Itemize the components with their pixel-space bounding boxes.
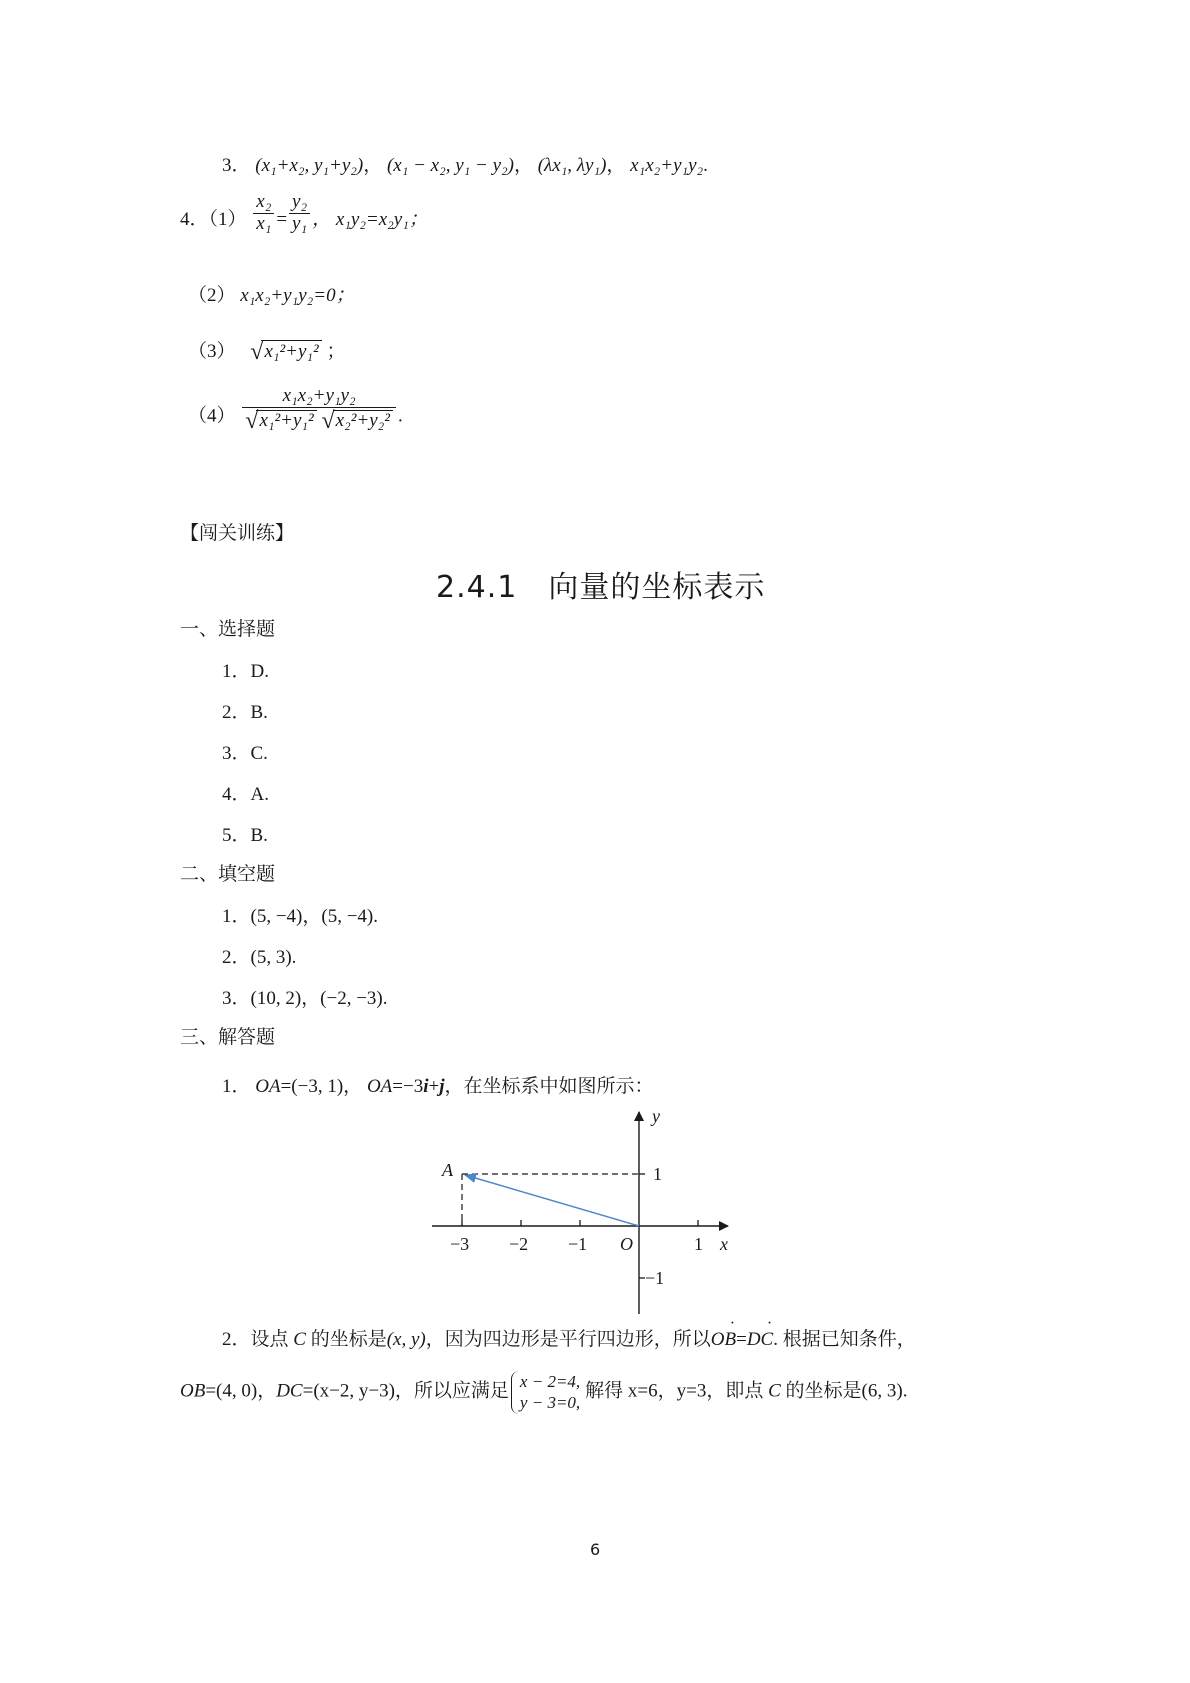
x-tick-label: 1 — [694, 1234, 703, 1254]
part-one-heading: 一、选择题 — [180, 618, 276, 640]
x-tick-label: −3 — [450, 1234, 470, 1254]
origin-label: O — [620, 1234, 633, 1254]
equation-system: x − 2=4, y − 3=0, — [511, 1371, 583, 1414]
vector-oa: OA — [255, 1076, 281, 1097]
y-tick-label: 1 — [653, 1164, 662, 1184]
part2-expr: x₁x₂+y₁y₂=0； — [240, 285, 355, 306]
fraction-x: $\frac{\text{x₂}}{\text{x₁}}$ — [253, 192, 274, 235]
solution-2-line-1: 2．设点 C 的坐标是(x, y)，因为四边形是平行四边形，所以· OB=· DC. 根据已知条件， — [222, 1324, 916, 1351]
page-number: 6 — [590, 1540, 601, 1559]
solution-2-line-2: OB=(4, 0)，DC=(x−2, y−3)，所以应满足 x − 2=4, y − 3=0,解得 x=6，y=3，即点 C 的坐标是(6, 3). — [180, 1372, 908, 1413]
y-tick-label: −1 — [645, 1268, 665, 1288]
answer-3-dot: x₁x₂+y₁y₂ — [630, 155, 704, 176]
answer-4-label: 4． — [180, 209, 209, 230]
answer-3-sum: (x₁+x₂, y₁+y₂) — [255, 155, 364, 176]
vector-ob: · OB — [711, 1329, 736, 1351]
x-tick-label: −2 — [509, 1234, 529, 1254]
part-three-heading: 三、解答题 — [180, 1026, 276, 1048]
choice-answer-4: 4．A. — [222, 784, 269, 805]
answer-4-part3 — [188, 336, 346, 366]
section-header: 【闯关训练】 — [180, 522, 295, 544]
part4-label: （4） — [188, 405, 236, 427]
fraction-cosine: $\frac{\text{x₁x₂+y₁y₂}}{\text{√x₁²+y₁² √x₂²+y₂²}}$ — [242, 386, 396, 434]
answer-3-label: 3． — [222, 155, 251, 176]
choice-answer-3: 3．C. — [222, 743, 268, 764]
point-a-label: A — [442, 1160, 453, 1180]
vector-oa-arrow — [465, 1175, 639, 1226]
part3-tail: ； — [326, 341, 346, 362]
answer-4-part4: （4） $\frac{\text{x₁x₂+y₁y₂}}{\text{√x₁²+y₁² √x₂²+y₂²}}$ . — [188, 385, 403, 434]
choice-answer-2: 2．B. — [222, 702, 268, 723]
y-axis-label: y — [652, 1108, 660, 1126]
fill-answer-1: 1．(5, −4)，(5, −4). — [222, 906, 378, 927]
answer-3-line: 3． (x₁+x₂, y₁+y₂)， (x₁ − x₂, y₁ − y₂)， (λx₁, λy₁)， x₁x₂+y₁y₂. — [222, 155, 708, 176]
choice-answer-1: 1．D. — [222, 661, 269, 682]
sqrt-sign: √ — [250, 339, 264, 365]
coordinate-figure — [428, 1108, 748, 1318]
fraction-y: $\frac{\text{y₂}}{\text{y₁}}$ — [289, 192, 310, 235]
x-tick-label: −1 — [568, 1234, 588, 1254]
vector-dc: · DC — [747, 1329, 773, 1351]
solution-1-line: 1． OA=(−3, 1)， OA=−3i+j，在坐标系中如图所示： — [222, 1076, 654, 1097]
vector-oa-2: OA — [366, 1076, 393, 1097]
part1-tail: ， x₁y₂=x₂y₁； — [312, 209, 428, 230]
part2-label: （2） — [188, 285, 236, 306]
part3-label: （3） — [188, 341, 236, 362]
answer-3-diff: (x₁ − x₂, y₁ − y₂) — [386, 155, 514, 176]
part1-label: （1） — [208, 209, 247, 230]
fill-answer-3: 3．(10, 2)，(−2, −3). — [222, 988, 388, 1009]
x-axis-label: x — [720, 1234, 728, 1254]
answer-4-part1: 4．（1） $\frac{\text{x₂}}{\text{x₁}}$ = $\frac{\text{y₂}}{\text{y₁}}$ ， x₁y₂=x₂y₁； — [180, 191, 428, 235]
fill-answer-2: 2．(5, 3). — [222, 947, 297, 968]
page-title: 2.4.1 向量的坐标表示 — [436, 570, 766, 605]
part3-radicand: x₁²+y₁² — [261, 340, 321, 363]
choice-answer-5: 5．B. — [222, 825, 268, 846]
answer-4-part2 — [188, 280, 355, 307]
part-two-heading: 二、填空题 — [180, 863, 276, 885]
answer-3-scalar: (λx₁, λy₁) — [537, 155, 607, 176]
